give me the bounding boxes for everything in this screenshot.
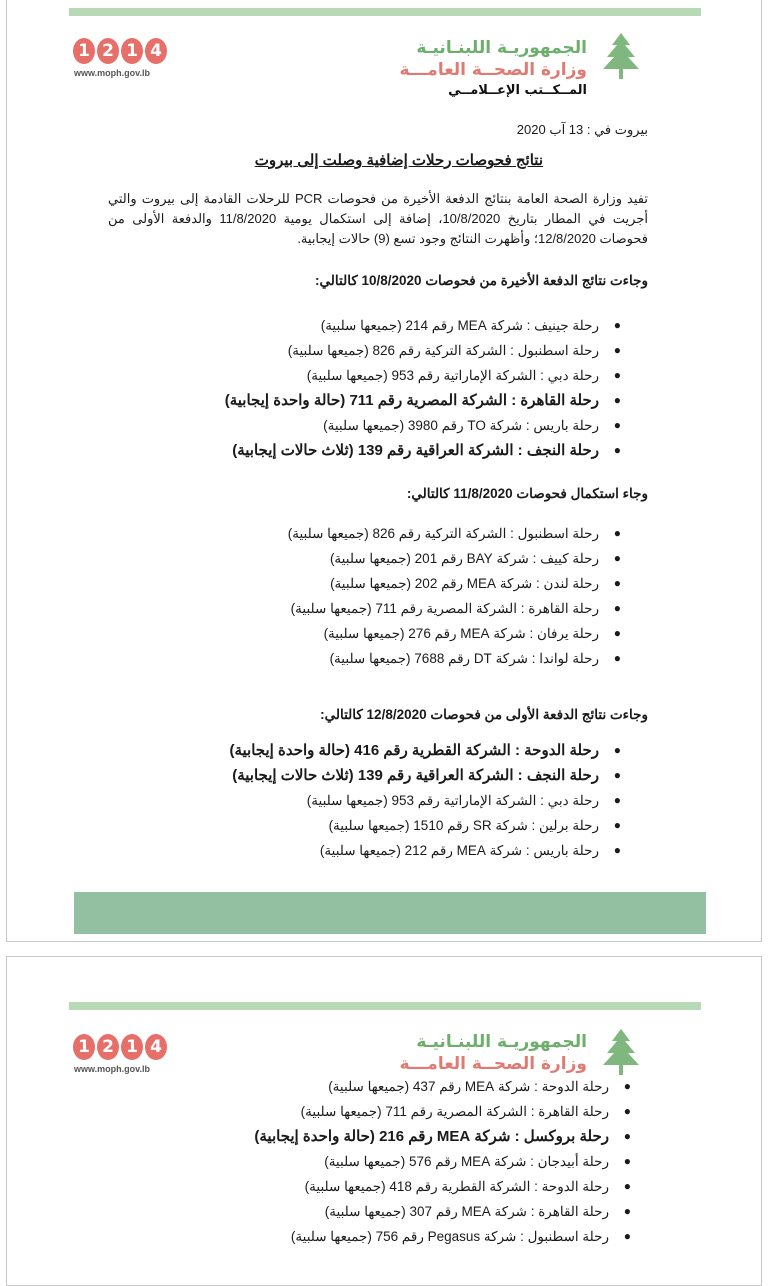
flight-list-10-8 <box>225 313 621 463</box>
republic-name: الجمهوريـة اللبنـانيـة <box>416 1032 587 1052</box>
document-title: نتائج فحوصات رحلات إضافية وصلت إلى بيروت <box>254 152 543 169</box>
flight-text: رحلة برلين : شركة SR رقم 1510 (جميعها سلبية) <box>328 818 599 833</box>
bullet-icon: ● <box>623 1079 631 1093</box>
flight-text: رحلة أبيدجان : شركة MEA رقم 576 (جميعها سلبية) <box>324 1154 609 1169</box>
bullet-icon: ● <box>623 1104 631 1118</box>
flight-item <box>254 1124 631 1149</box>
bullet-icon: ● <box>613 393 621 407</box>
ministry-logo-text <box>400 37 587 81</box>
flight-text: رحلة النجف : الشركة العراقية رقم 139 (ثلاث حالات إيجابية) <box>232 442 599 459</box>
flight-list-12-8-continued <box>254 1074 631 1249</box>
flight-text: رحلة القاهرة : الشركة المصرية رقم 711 (حالة واحدة إيجابية) <box>224 392 599 409</box>
bullet-icon: ● <box>613 743 621 757</box>
flight-text: رحلة بروكسل : شركة MEA رقم 216 (حالة واحدة إيجابية) <box>254 1128 609 1145</box>
flight-text: رحلة القاهرة : شركة MEA رقم 307 (جميعها سلبية) <box>324 1204 609 1219</box>
bullet-icon: ● <box>613 551 621 565</box>
bullet-icon: ● <box>623 1204 631 1218</box>
ministry-name: وزارة الصحــة العامـــة <box>399 1054 587 1074</box>
flight-item <box>225 338 621 363</box>
section-heading-12-8: وجاءت نتائج الدفعة الأولى من فحوصات 12/8/2020 كالتالي: <box>320 707 648 722</box>
republic-name: الجمهوريـة اللبنـانيـة <box>416 38 587 58</box>
bullet-icon: ● <box>613 601 621 615</box>
bullet-icon: ● <box>613 793 621 807</box>
flight-text: رحلة لواندا : شركة DT رقم 7688 (جميعها سلبية) <box>329 651 599 666</box>
flight-text: رحلة اسطنبول : الشركة التركية رقم 826 (جميعها سلبية) <box>287 343 599 358</box>
cedar-icon <box>598 31 644 81</box>
flight-text: رحلة الدوحة : شركة MEA رقم 437 (جميعها سلبية) <box>328 1079 609 1094</box>
hotline-digit: 2 <box>97 1034 119 1060</box>
flight-item <box>254 1099 631 1124</box>
flight-text: رحلة يرفان : شركة MEA رقم 276 (جميعها سلبية) <box>323 626 599 641</box>
flight-item <box>288 521 621 546</box>
bullet-icon: ● <box>623 1129 631 1143</box>
flight-text: رحلة جينيف : شركة MEA رقم 214 (جميعها سلبية) <box>320 318 599 333</box>
flight-text: رحلة دبي : الشركة الإماراتية رقم 953 (جميعها سلبية) <box>306 368 599 383</box>
flight-item <box>254 1199 631 1224</box>
flight-list-12-8 <box>229 738 621 863</box>
flight-item <box>288 621 621 646</box>
flight-text: رحلة الدوحة : الشركة القطرية رقم 416 (حالة واحدة إيجابية) <box>229 742 599 759</box>
bullet-icon: ● <box>613 526 621 540</box>
header-bar <box>69 1002 701 1010</box>
document-date: بيروت في : 13 آب 2020 <box>516 122 648 137</box>
flight-text: رحلة كييف : شركة BAY رقم 201 (جميعها سلبية) <box>329 551 599 566</box>
bullet-icon: ● <box>613 843 621 857</box>
intro-paragraph: تفيد وزارة الصحة العامة بنتائج الدفعة الأخيرة من فحوصات PCR للرحلات القادمة إلى بيروت والتي أجريت في المطار بتاريخ 10/8/2020، إضافة إلى استكمال يومية 11/8/2020 والدفعة الأولى من فحوصات 12/8/2020؛ وأظهرت النتائج وجود تسع (9) حالات إيجابية. <box>108 191 648 246</box>
hotline-digit: 4 <box>145 38 167 64</box>
flight-text: رحلة باريس : شركة MEA رقم 212 (جميعها سلبية) <box>319 843 599 858</box>
flight-text: رحلة دبي : الشركة الإماراتية رقم 953 (جميعها سلبية) <box>306 793 599 808</box>
flight-text: رحلة باريس : شركة TO رقم 3980 (جميعها سلبية) <box>323 418 599 433</box>
flight-item <box>288 571 621 596</box>
flight-text: رحلة اسطنبول : شركة Pegasus رقم 756 (جميعها سلبية) <box>290 1229 609 1244</box>
flight-item <box>229 738 621 763</box>
hotline-digit: 1 <box>121 1034 143 1060</box>
bullet-icon: ● <box>623 1154 631 1168</box>
flight-item <box>225 363 621 388</box>
bullet-icon: ● <box>613 368 621 382</box>
flight-text: رحلة الدوحة : الشركة القطرية رقم 418 (جميعها سلبية) <box>304 1179 609 1194</box>
flight-item <box>225 438 621 463</box>
flight-text: رحلة القاهرة : الشركة المصرية رقم 711 (جميعها سلبية) <box>290 601 599 616</box>
bullet-icon: ● <box>623 1179 631 1193</box>
hotline-logo <box>73 38 167 64</box>
flight-item <box>254 1224 631 1249</box>
bullet-icon: ● <box>613 576 621 590</box>
bullet-icon: ● <box>613 626 621 640</box>
bullet-icon: ● <box>613 418 621 432</box>
flight-item <box>288 596 621 621</box>
section-heading-11-8: وجاء استكمال فحوصات 11/8/2020 كالتالي: <box>406 486 648 501</box>
flight-item <box>229 788 621 813</box>
flight-text: رحلة اسطنبول : الشركة التركية رقم 826 (جميعها سلبية) <box>287 526 599 541</box>
website-link[interactable]: www.moph.gov.lb <box>74 1064 150 1074</box>
bullet-icon: ● <box>613 343 621 357</box>
flight-item <box>229 763 621 788</box>
hotline-digit: 1 <box>121 38 143 64</box>
bullet-icon: ● <box>613 651 621 665</box>
bullet-icon: ● <box>613 818 621 832</box>
flight-item <box>288 646 621 671</box>
hotline-digit: 2 <box>97 38 119 64</box>
hotline-digit: 4 <box>145 1034 167 1060</box>
flight-list-11-8 <box>288 521 621 671</box>
header-bar <box>69 8 701 16</box>
hotline-digit: 1 <box>73 1034 95 1060</box>
hotline-digit: 1 <box>73 38 95 64</box>
bullet-icon: ● <box>613 768 621 782</box>
flight-text: رحلة النجف : الشركة العراقية رقم 139 (ثلاث حالات إيجابية) <box>232 767 599 784</box>
bullet-icon: ● <box>623 1229 631 1243</box>
flight-item <box>225 313 621 338</box>
footer-bar <box>74 892 706 934</box>
flight-text: رحلة لندن : شركة MEA رقم 202 (جميعها سلبية) <box>330 576 599 591</box>
cedar-icon <box>598 1027 644 1077</box>
document-page-1 <box>6 0 762 942</box>
bullet-icon: ● <box>613 443 621 457</box>
flight-item <box>254 1074 631 1099</box>
flight-item <box>229 838 621 863</box>
flight-item <box>225 388 621 413</box>
flight-item <box>225 413 621 438</box>
flight-item <box>254 1174 631 1199</box>
press-office-label: المــكــتب الإعــلامــي <box>448 83 587 98</box>
flight-item <box>288 546 621 571</box>
bullet-icon: ● <box>613 318 621 332</box>
hotline-logo <box>73 1034 167 1060</box>
flight-item <box>254 1149 631 1174</box>
flight-item <box>229 813 621 838</box>
ministry-name: وزارة الصحــة العامـــة <box>399 60 587 80</box>
website-link[interactable]: www.moph.gov.lb <box>74 68 150 78</box>
flight-text: رحلة القاهرة : الشركة المصرية رقم 711 (جميعها سلبية) <box>300 1104 609 1119</box>
section-heading-10-8: وجاءت نتائج الدفعة الأخيرة من فحوصات 10/8/2020 كالتالي: <box>315 273 648 288</box>
ministry-logo-text <box>400 1031 587 1075</box>
